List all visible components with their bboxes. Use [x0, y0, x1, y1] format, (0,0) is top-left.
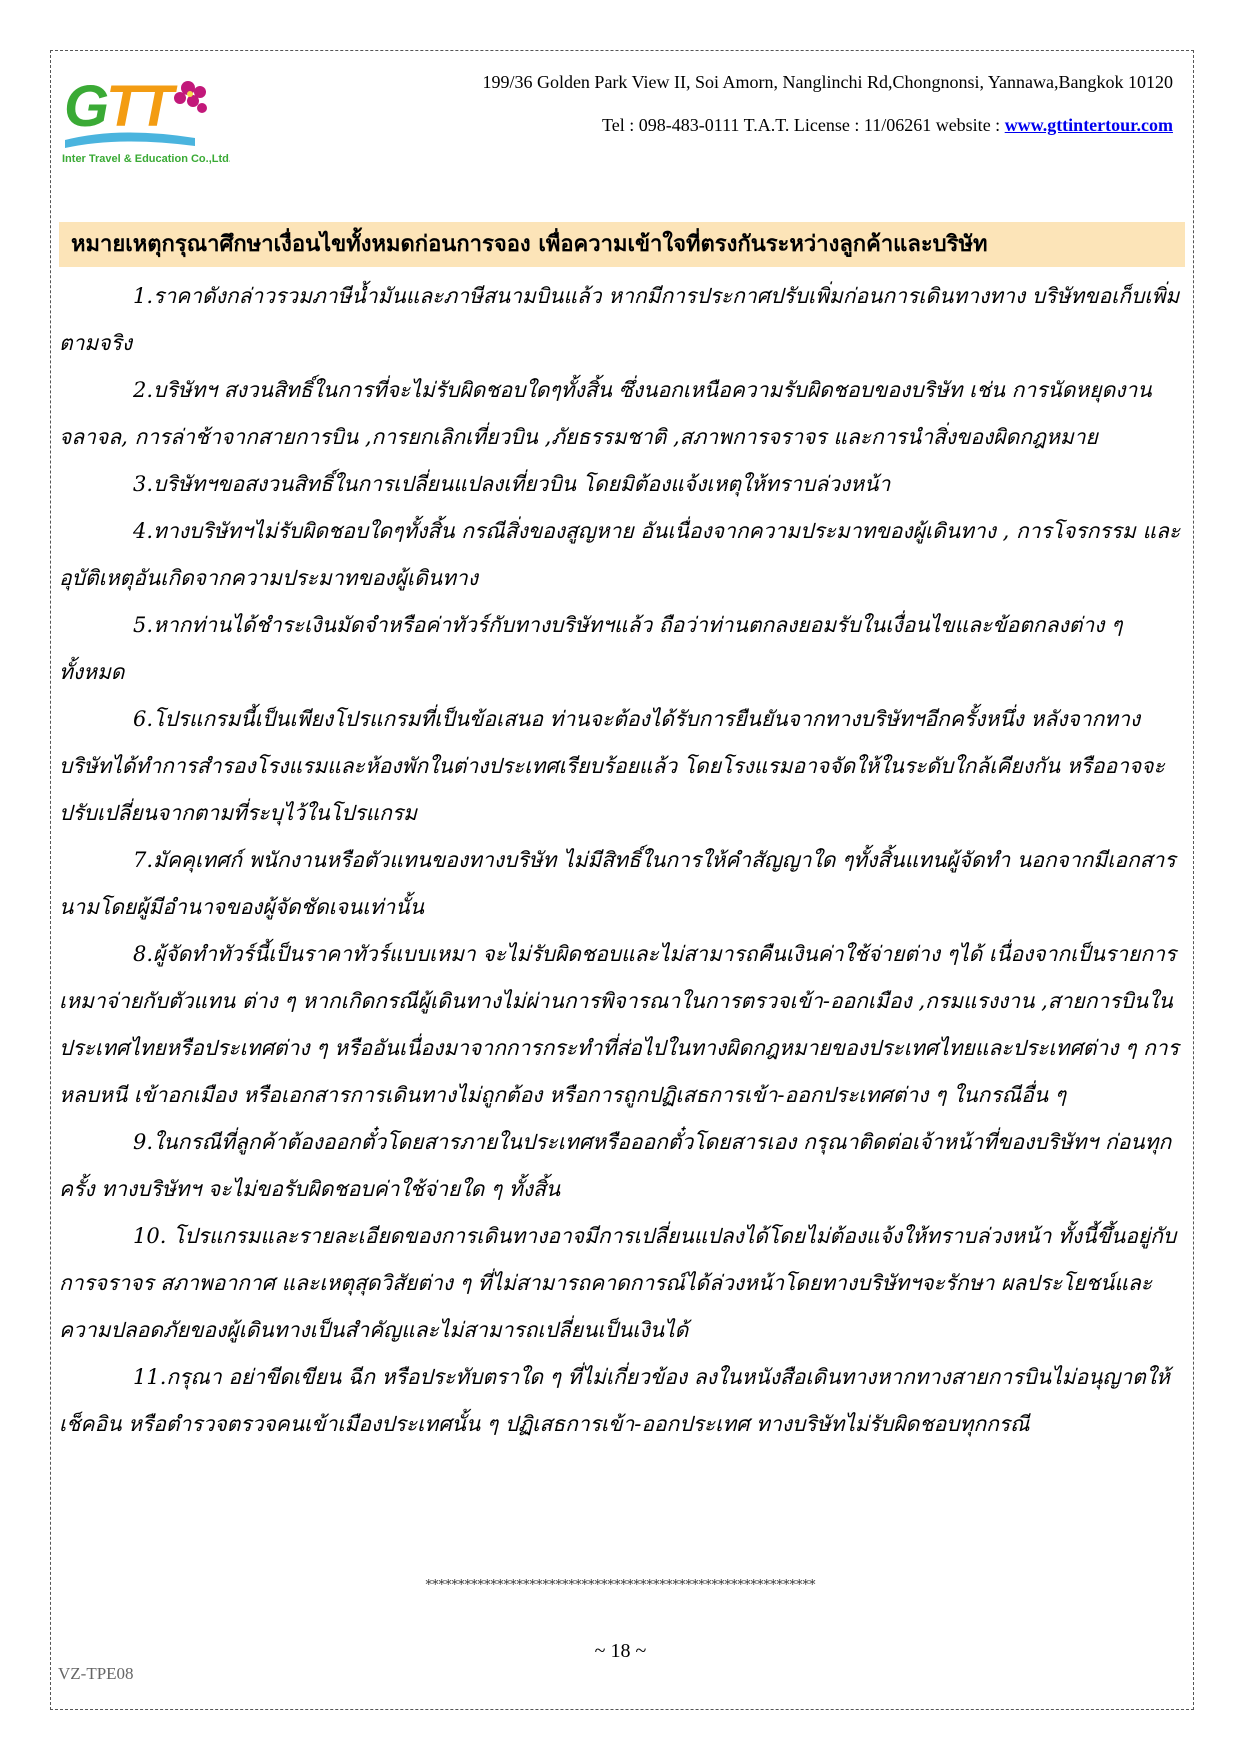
svg-text:T: T [106, 74, 142, 139]
svg-text:T: T [138, 74, 174, 139]
divider-stars: ************************************************************ [425, 1578, 816, 1593]
term-item: 7.มัคคุเทศก์ พนักงานหรือตัวแทนของทางบริษัท ไม่มีสิทธิ์ในการให้คำสัญญาใด ๆทั้งสิ้นแทนผู้จัดทำ นอกจากมีเอกสารนามโดยผู้มีอำนาจของผู้จัดชัดเจนเท่านั้น [59, 848, 1176, 919]
term-item: 9.ในกรณีที่ลูกค้าต้องออกตั๋วโดยสารภายในประเทศหรือออกตั๋วโดยสารเอง กรุณาติดต่อเจ้าหน้าที่ของบริษัทฯ ก่อนทุกครั้ง ทางบริษัทฯ จะไม่ขอรับผิดชอบค่าใช้จ่ายใด ๆ ทั้งสิ้น [59, 1130, 1172, 1201]
document-code: VZ-TPE08 [58, 1664, 134, 1683]
term-item: 11.กรุณา อย่าขีดเขียน ฉีก หรือประทับตราใด ๆ ที่ไม่เกี่ยวข้อง ลงในหนังสือเดินทางหากทางสายการบินไม่อนุญาตให้ เช็คอิน หรือตำรวจตรวจคนเข้าเมืองประเทศนั้น ๆ ปฏิเสธการเข้า-ออกประเทศ ทางบริษัทไม่รับผิดชอบทุกกรณี [59, 1365, 1170, 1436]
svg-text:G: G [64, 74, 110, 139]
notice-title: หมายเหตุกรุณาศึกษาเงื่อนไขทั้งหมดก่อนการจอง เพื่อความเข้าใจที่ตรงกันระหว่างลูกค้าและบริษัท [59, 222, 1185, 267]
term-item: 5.หากท่านได้ชำระเงินมัดจำหรือค่าทัวร์กับทางบริษัทฯแล้ว ถือว่าท่านตกลงยอมรับในเงื่อนไขและข้อตกลงต่าง ๆทั้งหมด [59, 613, 1123, 684]
term-item: 3.บริษัทฯขอสงวนสิทธิ์ในการเปลี่ยนแปลงเที่ยวบิน โดยมิต้องแจ้งเหตุให้ทราบล่วงหน้า [133, 472, 891, 496]
page-number: ~ 18 ~ [594, 1640, 647, 1662]
term-item: 2.บริษัทฯ สงวนสิทธิ์ในการที่จะไม่รับผิดชอบใดๆทั้งสิ้น ซึ่งนอกเหนือความรับผิดชอบของบริษัท เช่น การนัดหยุดงานจลาจล, การล่าช้าจากสายการบิน ,การยกเลิกเที่ยวบิน ,ภัยธรรมชาติ ,สภาพการจราจร และการนำสิ่งของผิดกฎหมาย [59, 378, 1152, 449]
term-item: 6.โปรแกรมนี้เป็นเพียงโปรแกรมที่เป็นข้อเสนอ ท่านจะต้องได้รับการยืนยันจากทางบริษัทฯอีกครั้งหนึ่ง หลังจากทางบริษัทได้ทำการสำรองโรงแรมและห้องพักในต่างประเทศเรียบร้อยแล้ว โดยโรงแรมอาจจัดให้ในระดับใกล้เคียงกัน หรืออาจจะปรับเปลี่ยนจากตามที่ระบุไว้ในโปรแกรม [59, 707, 1165, 825]
company-address: 199/36 Golden Park View II, Soi Amorn, Nanglinchi Rd,Chongnonsi, Yannawa,Bangkok 10120 [482, 72, 1173, 92]
website-link[interactable]: www.gttintertour.com [1004, 115, 1173, 135]
terms-list [59, 273, 1185, 1448]
term-item: 1.ราคาดังกล่าวรวมภาษีน้ำมันและภาษีสนามบินแล้ว หากมีการประกาศปรับเพิ่มก่อนการเดินทางทาง บริษัทขอเก็บเพิ่มตามจริง [59, 284, 1180, 355]
term-item: 8.ผู้จัดทำทัวร์นี้เป็นราคาทัวร์แบบเหมา จะไม่รับผิดชอบและไม่สามารถคืนเงินค่าใช้จ่ายต่าง ๆได้ เนื่องจากเป็นรายการเหมาจ่ายกับตัวแทน ต่าง ๆ หากเกิดกรณีผู้เดินทางไม่ผ่านการพิจารณาในการตรวจเข้า-ออกเมือง ,กรมแรงงาน ,สายการบินใน ประเทศไทยหรือประเทศต่าง ๆ หรืออันเนื่องมาจากการกระทำที่ส่อไปในทางผิดกฎหมายของประเทศไทยและประเทศต่าง ๆ การหลบหนี เข้าอกเมือง หรือเอกสารการเดินทางไม่ถูกต้อง หรือการถูกปฏิเสธการเข้า-ออกประเทศต่าง ๆ ในกรณีอื่น ๆ [59, 942, 1179, 1107]
svg-text:Inter Travel & Education Co.,L: Inter Travel & Education Co.,Ltd. [62, 153, 230, 165]
term-item: 10. โปรแกรมและรายละเอียดของการเดินทางอาจมีการเปลี่ยนแปลงได้โดยไม่ต้องแจ้งให้ทราบล่วงหน้า ทั้งนี้ขึ้นอยู่กับ การจราจร สภาพอากาศ และเหตุสุดวิสัยต่าง ๆ ที่ไม่สามารถคาดการณ์ได้ล่วงหน้าโดยทางบริษัทฯจะรักษา ผลประโยชน์และความปลอดภัยของผู้เดินทางเป็นสำคัญและไม่สามารถเปลี่ยนเป็นเงินได้ [59, 1224, 1177, 1342]
term-item: 4.ทางบริษัทฯไม่รับผิดชอบใดๆทั้งสิ้น กรณีสิ่งของสูญหาย อันเนื่องจากความประมาทของผู้เดินทาง , การโจรกรรม และอุบัติเหตุอันเกิดจากความประมาทของผู้เดินทาง [59, 519, 1181, 590]
company-contact [273, 113, 1173, 137]
flower-icon [174, 81, 207, 113]
contact-text: Tel : 098-483-0111 T.A.T. License : 11/06261 website : [602, 115, 1005, 135]
company-logo [60, 68, 230, 168]
